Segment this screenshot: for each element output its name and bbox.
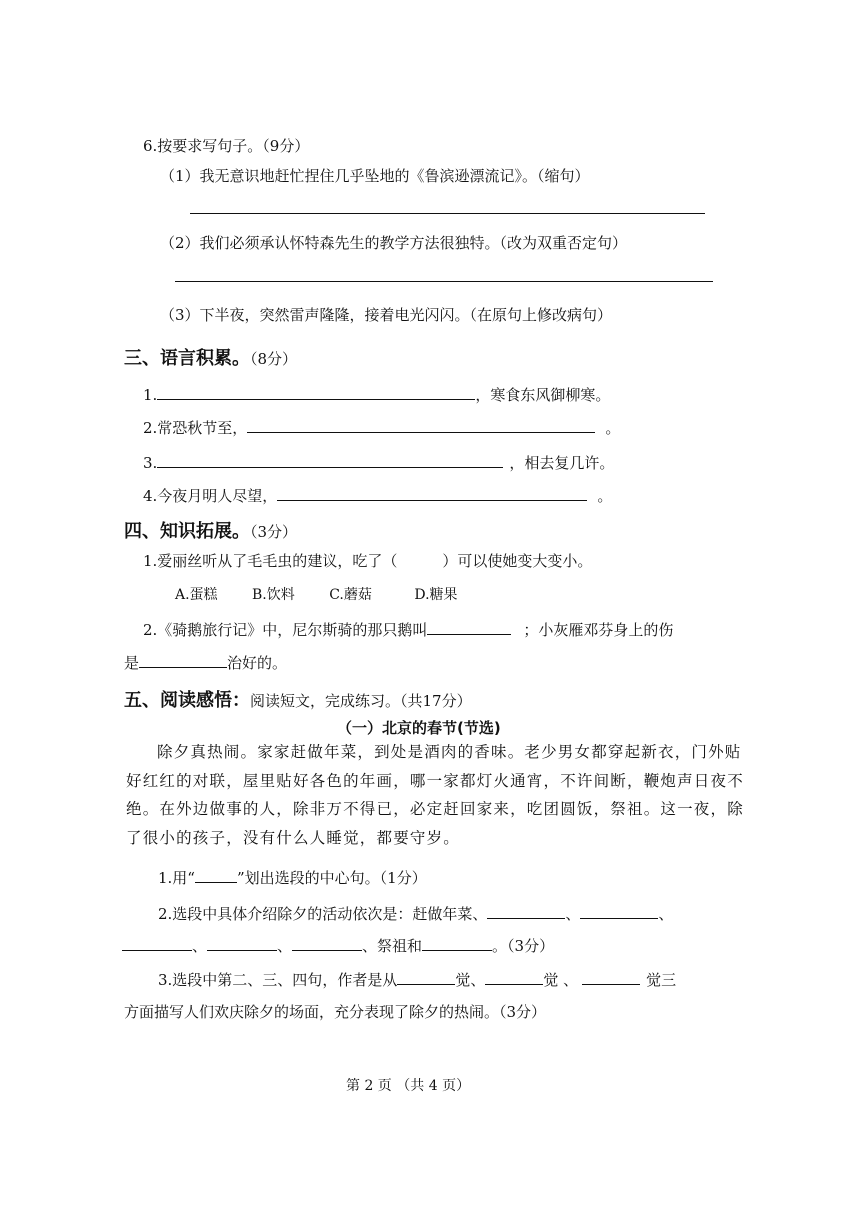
blank-activity-3[interactable] (122, 934, 192, 951)
answer-line-q6-1[interactable] (190, 213, 705, 214)
page-footer: 第 2 页 （共 4 页） (346, 1078, 471, 1094)
section-5-instruction: 阅读短文，完成练习。（共17分） (250, 692, 472, 710)
blank-activity-6[interactable] (422, 934, 492, 951)
sec5-q1-b: ”划出选段的中心句。（1分） (236, 869, 427, 887)
sec3-line-1 (143, 383, 610, 405)
option-d[interactable]: D.糖果 (414, 587, 458, 603)
passage-text: 除夕真热闹。家家赶做年菜，到处是酒肉的香味。老少男女都穿起新衣，门外贴好红红的对联，屋里贴好各色的年画，哪一家都灯火通宵，不许间断，鞭炮声日夜不绝。在外边做事的人，除非万不得已，必定赶回家来，吃团圆饭，祭祖。这一夜，除了很小的孩子，没有什么人睡觉，都要守岁。 (126, 743, 744, 847)
answer-line-q6-2[interactable] (175, 281, 713, 282)
option-b[interactable]: B.饮料 (252, 587, 295, 603)
sec4-q2-b: ；小灰雁邓芬身上的伤 (523, 621, 674, 639)
sec3-line-4 (143, 484, 612, 506)
sec3-l2-pre: 2.常恐秋节至， (143, 419, 248, 437)
blank-sec3-4[interactable] (277, 484, 587, 501)
section-5-heading: 五、阅读感悟 (124, 690, 232, 711)
sec5-q3-a: 3.选段中第二、三、四句，作者是从 (158, 971, 398, 989)
sec5-q2-sep3: 、 (192, 937, 208, 955)
sec5-q3-b: 觉、 (455, 971, 486, 989)
sec3-l1-post: ，寒食东风御柳寒。 (475, 386, 611, 404)
section-3-header (124, 344, 297, 370)
sec5-q3-d: 觉三 (646, 971, 677, 989)
section-3-heading: 三、语言积累。 (124, 348, 250, 369)
section-4-heading: 四、知识拓展。 (124, 521, 250, 542)
option-c[interactable]: C.蘑菇 (329, 587, 372, 603)
q6-title: 6.按要求写句子。（9分） (143, 137, 310, 155)
section-4-points: （3分） (250, 523, 298, 541)
sec3-line-3 (143, 451, 614, 473)
sec4-q2-c: 是 (124, 654, 140, 672)
q6-sentence-3: （3）下半夜，突然雷声隆隆，接着电光闪闪。（在原句上修改病句） (160, 306, 613, 324)
blank-sec3-2[interactable] (247, 416, 595, 433)
blank-sense-3[interactable] (582, 968, 640, 985)
section-5-header (124, 686, 472, 712)
sec4-question-1: 1.爱丽丝听从了毛毛虫的建议，吃了（ ）可以使她变大变小。 (143, 552, 593, 570)
option-a[interactable]: A.蛋糕 (175, 587, 218, 603)
blank-sec3-1[interactable] (157, 383, 475, 400)
sec5-q3-c: 觉 、 (543, 971, 579, 989)
blank-activity-2[interactable] (580, 902, 658, 919)
sec4-options (175, 584, 458, 604)
sec3-line-2 (143, 416, 620, 438)
blank-activity-4[interactable] (207, 934, 277, 951)
section-3-points: （8分） (250, 350, 298, 368)
sec5-q2-c: 。（3分） (492, 937, 555, 955)
sec5-q1-a: 1.用“ (158, 869, 195, 887)
sec5-question-1 (158, 866, 427, 888)
sec4-question-2-cont (124, 651, 287, 673)
sec3-l1-pre: 1. (143, 386, 158, 404)
sec3-l4-post: 。 (597, 487, 613, 505)
sec5-question-2 (158, 902, 673, 924)
sec3-l2-post: 。 (605, 419, 621, 437)
sec5-q2-a: 2.选段中具体介绍除夕的活动依次是：赶做年菜、 (158, 905, 488, 923)
sec5-question-2-cont (122, 934, 554, 956)
sec3-l3-post: ，相去复几许。 (509, 454, 615, 472)
blank-goose-name[interactable] (427, 618, 511, 635)
sec5-q2-sep4: 、 (277, 937, 293, 955)
sec5-q2-sep2: 、 (658, 905, 674, 923)
blank-activity-5[interactable] (292, 934, 362, 951)
sec5-q2-b: 、祭祖和 (362, 937, 423, 955)
sec4-question-2 (143, 618, 673, 640)
sec5-q2-sep1: 、 (565, 905, 581, 923)
blank-sec3-3[interactable] (157, 451, 503, 468)
sec3-l3-pre: 3. (143, 454, 158, 472)
sec4-q2-d: 治好的。 (227, 654, 288, 672)
sec4-q2-a: 2.《骑鹅旅行记》中，尼尔斯骑的那只鹅叫 (143, 621, 428, 639)
sec3-l4-pre: 4.今夜月明人尽望， (143, 487, 278, 505)
q6-sentence-1: （1）我无意识地赶忙捏住几乎坠地的《鲁滨逊漂流记》。（缩句） (160, 167, 590, 185)
blank-activity-1[interactable] (487, 902, 565, 919)
section-5-colon: ： (232, 690, 250, 711)
sec5-question-3 (158, 968, 676, 990)
blank-sense-2[interactable] (485, 968, 543, 985)
passage-title: （一）北京的春节(节选) (337, 719, 501, 737)
blank-healer[interactable] (139, 651, 227, 668)
section-4-header (124, 517, 297, 543)
q6-sentence-2: （2）我们必须承认怀特森先生的教学方法很独特。（改为双重否定句） (160, 234, 628, 252)
sec5-question-3-cont: 方面描写人们欢庆除夕的场面，充分表现了除夕的热闹。（3分） (124, 1003, 547, 1021)
blank-sense-1[interactable] (397, 968, 455, 985)
line-style-blank (195, 866, 237, 883)
